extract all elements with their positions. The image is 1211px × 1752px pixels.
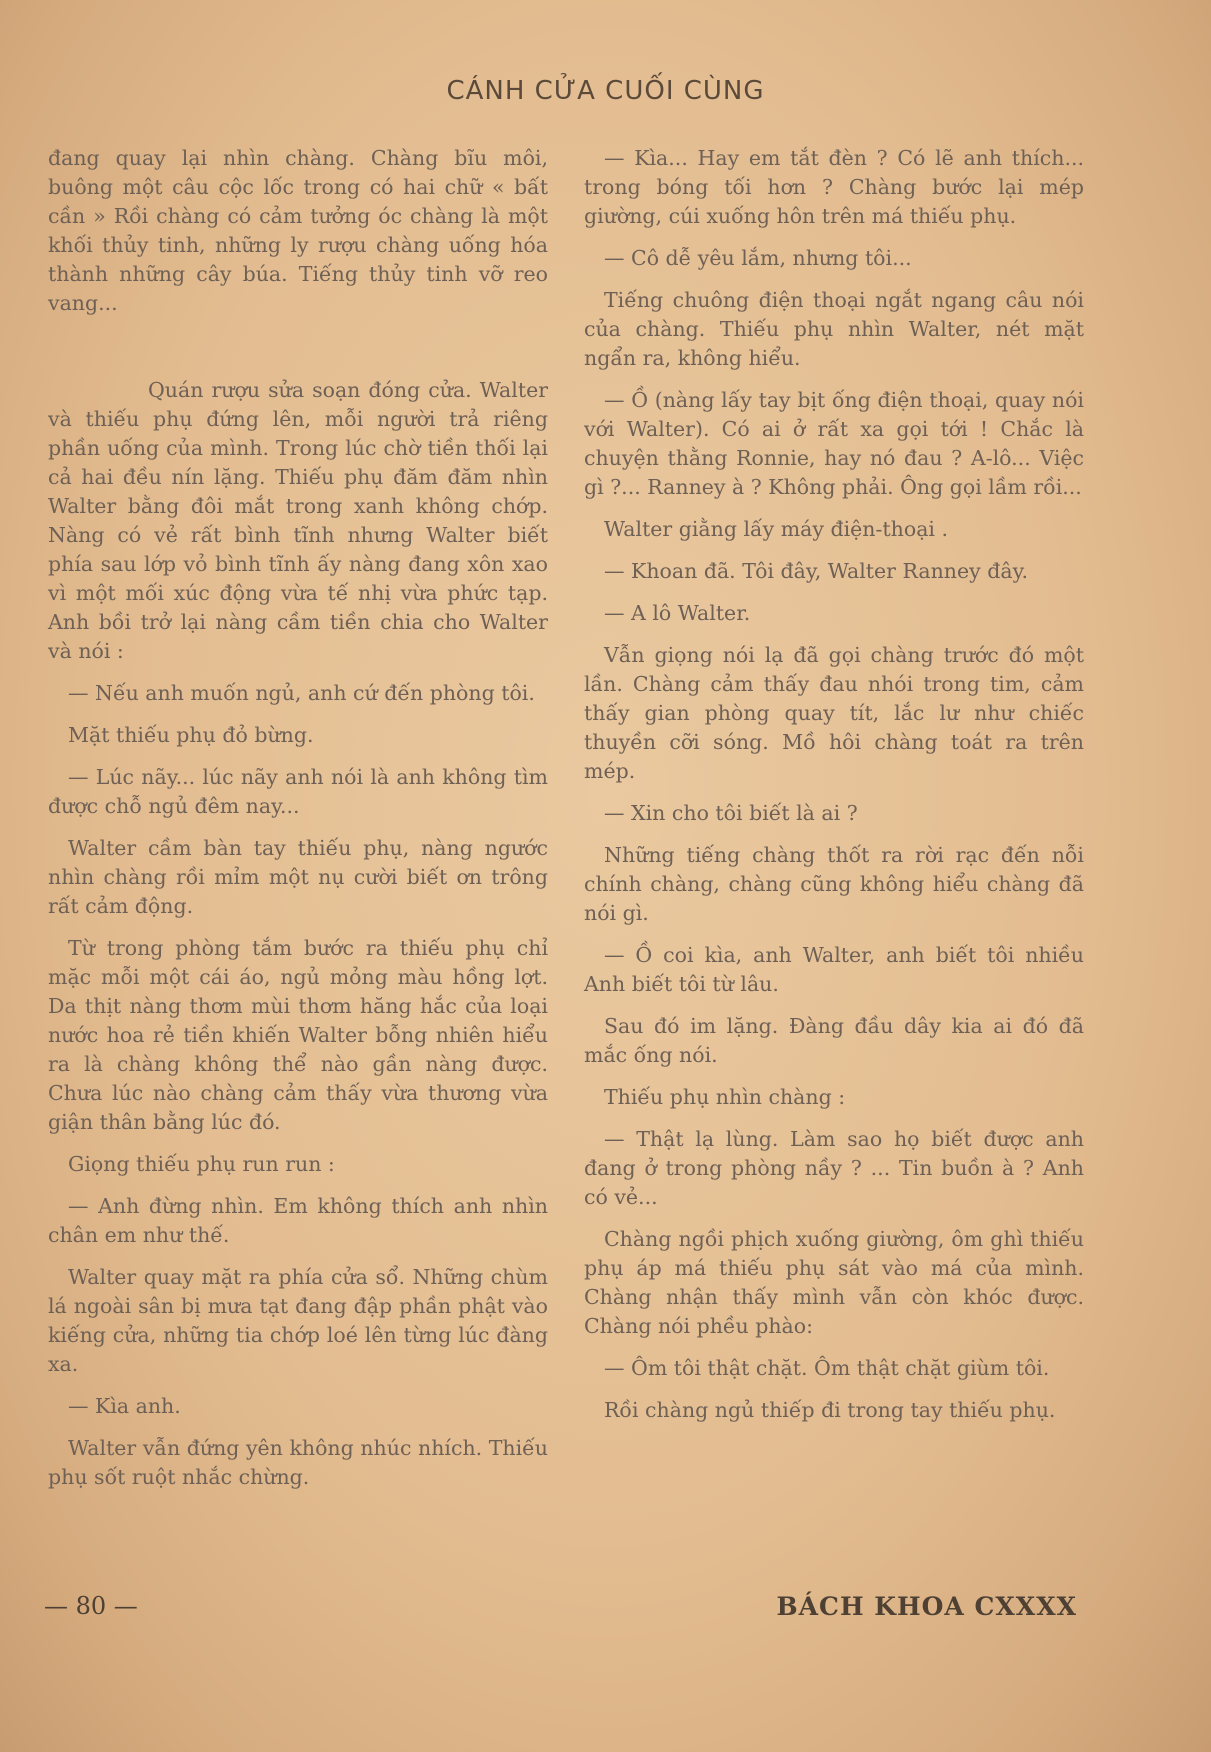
paragraph: — Kìa... Hay em tắt đèn ? Có lẽ anh thích... trong bóng tối hơn ? Chàng bước lại mép giường, cúi xuống hôn trên má thiếu phụ. [584, 146, 1084, 228]
paragraph: Walter cầm bàn tay thiếu phụ, nàng ngước nhìn chàng rồi mỉm một nụ cười biết ơn trông rất cảm động. [48, 836, 548, 918]
paragraph: — Lúc nãy... lúc nãy anh nói là anh không tìm được chỗ ngủ đêm nay... [48, 765, 548, 818]
paragraph: Walter giằng lấy máy điện-thoại . [604, 517, 949, 541]
paragraph: Chàng ngồi phịch xuống giường, ôm ghì thiếu phụ áp má thiếu phụ sát vào má của mình. Chàng nhận thấy mình vẫn còn khóc được. Chàng nói phều phào: [584, 1227, 1084, 1338]
paragraph: — Anh đừng nhìn. Em không thích anh nhìn chân em như thế. [48, 1194, 548, 1247]
left-column [48, 144, 548, 1505]
page-number: — 80 — [44, 1592, 138, 1620]
paragraph: — Ồ (nàng lấy tay bịt ống điện thoại, quay nói với Walter). Có ai ở rất xa gọi tới ! Chắc là chuyện thằng Ronnie, hay nó đau ? A-lô... Việc gì ?... Ranney à ? Không phải. Ông gọi lầm rồi... [584, 388, 1084, 499]
right-column [584, 144, 1084, 1438]
paragraph: — Ôm tôi thật chặt. Ôm thật chặt giùm tôi. [604, 1356, 1050, 1380]
paragraph: Quán rượu sửa soạn đóng cửa. Walter và thiếu phụ đứng lên, mỗi người trả riêng phần uống của mình. Trong lúc chờ tiền thối lại cả hai đều nín lặng. Thiếu phụ đăm đăm nhìn Walter bằng đôi mắt trong xanh không chớp. Nàng có vẻ rất bình tĩnh nhưng Walter biết phía sau lớp vỏ bình tĩnh ấy nàng đang xôn xao vì một mối xúc động vừa tế nhị vừa phức tạp. Anh bồi trở lại nàng cầm tiền chia cho Walter và nói : [48, 378, 548, 663]
paragraph: — Cô dễ yêu lắm, nhưng tôi... [604, 246, 912, 270]
paragraph: — Khoan đã. Tôi đây, Walter Ranney đây. [604, 559, 1028, 583]
paragraph: Từ trong phòng tắm bước ra thiếu phụ chỉ mặc mỗi một cái áo, ngủ mỏng màu hồng lợt. Da thịt nàng thơm mùi thơm hăng hắc của loại nước hoa rẻ tiền khiến Walter bỗng nhiên hiểu ra là chàng không thể nào gần nàng được. Chưa lúc nào chàng cảm thấy vừa thương vừa giận thân bằng lúc đó. [48, 936, 548, 1134]
paragraph: Những tiếng chàng thốt ra rời rạc đến nỗi chính chàng, chàng cũng không hiểu chàng đã nói gì. [584, 843, 1084, 925]
paragraph: Sau đó im lặng. Đàng đầu dây kia ai đó đã mắc ống nói. [584, 1014, 1084, 1067]
paragraph: đang quay lại nhìn chàng. Chàng bĩu môi, buông một câu cộc lốc trong có hai chữ « bất cần » Rồi chàng có cảm tưởng óc chàng là một khối thủy tinh, những ly rượu chàng uống hóa thành những cây búa. Tiếng thủy tinh vỡ reo vang... [48, 146, 548, 315]
journal-name: BÁCH KHOA CXXXX [776, 1592, 1077, 1621]
paragraph: Thiếu phụ nhìn chàng : [604, 1085, 846, 1109]
paragraph: — Kìa anh. [68, 1394, 181, 1418]
paragraph: — A lô Walter. [604, 601, 751, 625]
paragraph: — Nếu anh muốn ngủ, anh cứ đến phòng tôi. [68, 681, 535, 705]
paragraph: — Thật lạ lùng. Làm sao họ biết được anh đang ở trong phòng nầy ? ... Tin buồn à ? Anh có vẻ... [584, 1127, 1084, 1209]
paragraph: Mặt thiếu phụ đỏ bừng. [68, 723, 314, 747]
paragraph: — Ồ coi kìa, anh Walter, anh biết tôi nhiều Anh biết tôi từ lâu. [584, 943, 1084, 996]
paragraph: Tiếng chuông điện thoại ngắt ngang câu nói của chàng. Thiếu phụ nhìn Walter, nét mặt ngẩn ra, không hiểu. [584, 288, 1084, 370]
paragraph: Giọng thiếu phụ run run : [68, 1152, 335, 1176]
paragraph: Walter quay mặt ra phía cửa sổ. Những chùm lá ngoài sân bị mưa tạt đang đập phần phật vào kiếng cửa, những tia chớp loé lên từng lúc đàng xa. [48, 1265, 548, 1376]
paragraph: Vẫn giọng nói lạ đã gọi chàng trước đó một lần. Chàng cảm thấy đau nhói trong tim, cảm thấy gian phòng quay tít, lắc lư như chiếc thuyền cỡi sóng. Mồ hôi chàng toát ra trên mép. [584, 643, 1084, 783]
page-title: CÁNH CỬA CUỐI CÙNG [446, 76, 765, 106]
paragraph: — Xin cho tôi biết là ai ? [604, 801, 858, 825]
paragraph: Rồi chàng ngủ thiếp đi trong tay thiếu phụ. [604, 1398, 1056, 1422]
paragraph: Walter vẫn đứng yên không nhúc nhích. Thiếu phụ sốt ruột nhắc chừng. [48, 1436, 548, 1489]
